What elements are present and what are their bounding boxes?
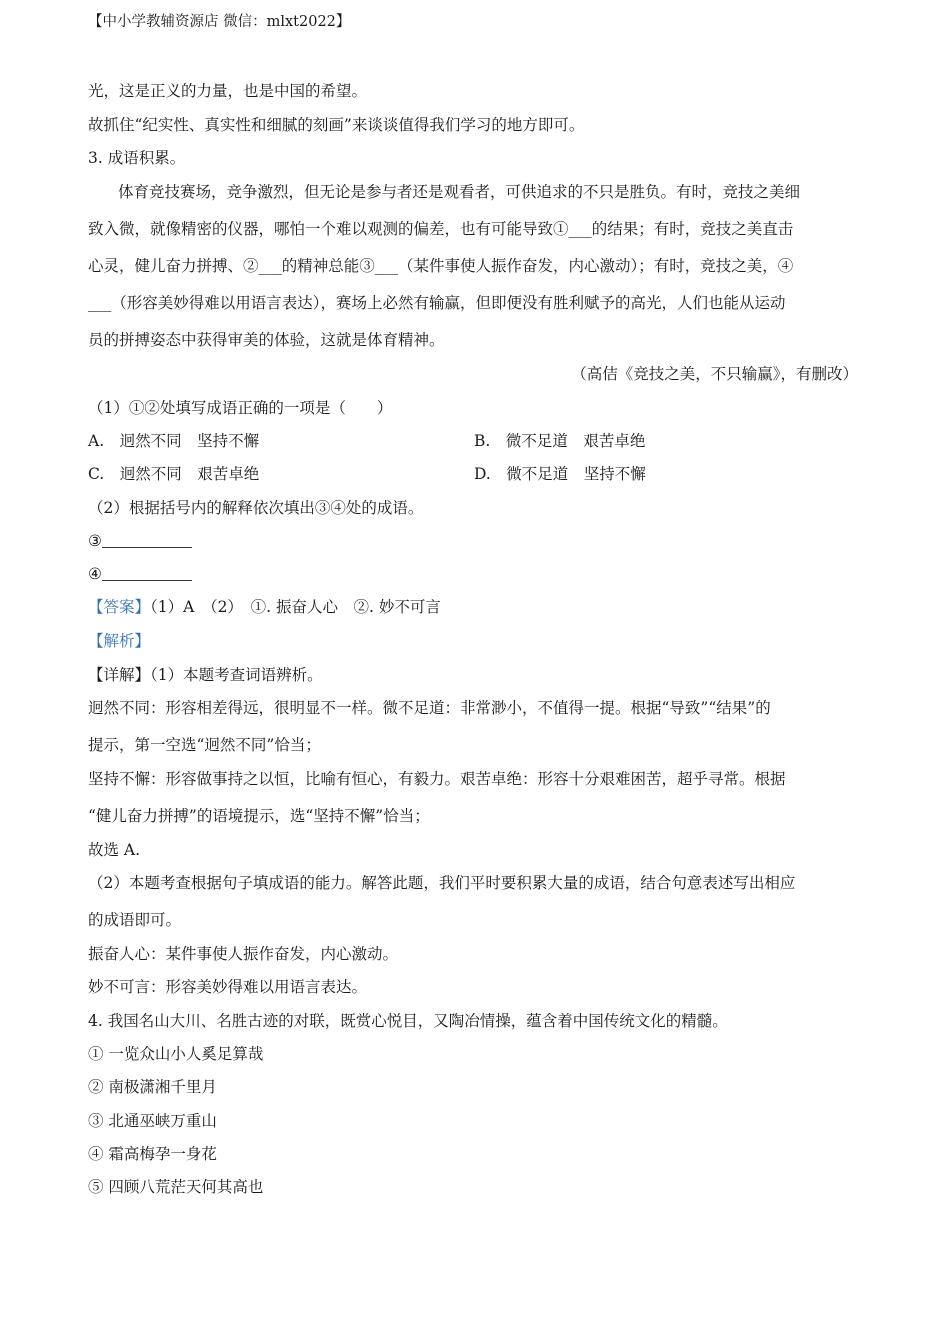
text-line: 故抓住“纪实性、真实性和细腻的刻画”来谈谈值得我们学习的地方即可。 (88, 116, 585, 134)
couplet-item: ① 一览众山小人奚足算哉 (88, 1045, 264, 1063)
detail-line: 振奋人心：某件事使人振作奋发，内心激动。 (88, 945, 399, 963)
passage-line: 心灵，健儿奋力拼搏、②___的精神总能③___（某件事使人振作奋发，内心激动）；有时，竞技之美，④ (88, 257, 794, 275)
detail-line: “健儿奋力拼搏”的语境提示，选“坚持不懈”恰当； (88, 807, 430, 825)
answer-blank-3 (88, 531, 192, 551)
detail-line: 迥然不同：形容相差得远，很明显不一样。微不足道：非常渺小，不值得一提。根据“导致”“结果”的 (88, 699, 771, 717)
option-d: D. 微不足道 坚持不懈 (474, 465, 646, 483)
detail-line: 妙不可言：形容美妙得难以用语言表达。 (88, 978, 368, 996)
option-a: A. 迥然不同 坚持不懈 (88, 432, 260, 450)
passage-line: 体育竞技赛场，竞争激烈，但无论是参与者还是观看者，可供追求的不只是胜负。有时，竞技之美细 (118, 183, 801, 201)
couplet-item: ③ 北通巫峡万重山 (88, 1112, 217, 1130)
detail-line: （2）本题考查根据句子填成语的能力。解答此题，我们平时要积累大量的成语，结合句意表述写出相应 (88, 874, 796, 892)
answer-line (88, 597, 441, 617)
blank-line (102, 533, 192, 548)
passage-line: ___（形容美妙得难以用语言表达），赛场上必然有输赢，但即便没有胜利赋予的高光，人们也能从运动 (88, 294, 786, 312)
detail-line: 的成语即可。 (88, 911, 182, 929)
answer-label: 【答案】 (88, 598, 151, 616)
sub-question-2: （2）根据括号内的解释依次填出③④处的成语。 (88, 499, 424, 517)
passage-line: 员的拼搏姿态中获得审美的体验，这就是体育精神。 (88, 331, 445, 349)
answer-blank-4 (88, 564, 192, 584)
blank-line (102, 566, 192, 581)
couplet-item: ⑤ 四顾八荒茫天何其高也 (88, 1178, 264, 1196)
detail-line: 坚持不懈：形容做事持之以恒，比喻有恒心，有毅力。艰苦卓绝：形容十分艰难困苦，超乎寻常。根据 (88, 770, 786, 788)
couplet-item: ② 南极潇湘千里月 (88, 1078, 217, 1096)
blank-number: ③ (88, 532, 102, 550)
text-line: 光，这是正义的力量，也是中国的希望。 (88, 82, 368, 100)
option-c: C. 迥然不同 艰苦卓绝 (88, 465, 260, 483)
detail-line: 故选 A. (88, 841, 141, 859)
option-b: B. 微不足道 艰苦卓绝 (474, 432, 646, 450)
question-4-title: 4. 我国名山大川、名胜古迹的对联，既赏心悦目，又陶冶情操，蕴含着中国传统文化的精髓。 (88, 1012, 728, 1030)
analysis-label: 【解析】 (88, 632, 151, 650)
couplet-item: ④ 霜高梅孕一身花 (88, 1145, 217, 1163)
detail-line: 【详解】（1）本题考查词语辨析。 (88, 666, 323, 684)
passage-source: （高佶《竞技之美，不只输赢》，有删改） (571, 365, 858, 383)
question-3-title: 3. 成语积累。 (88, 149, 186, 167)
detail-line: 提示，第一空选“迥然不同”恰当； (88, 736, 321, 754)
answer-text: （1）A （2） ①. 振奋人心 ②. 妙不可言 (150, 598, 441, 616)
blank-number: ④ (88, 565, 102, 583)
passage-line: 致入微，就像精密的仪器，哪怕一个难以观测的偏差，也有可能导致①___的结果；有时，竞技之美直击 (88, 220, 794, 238)
sub-question-1: （1）①②处填写成语正确的一项是（ ） (88, 399, 393, 417)
header-watermark: 【中小学教辅资源店 微信：mlxt2022】 (88, 14, 351, 30)
